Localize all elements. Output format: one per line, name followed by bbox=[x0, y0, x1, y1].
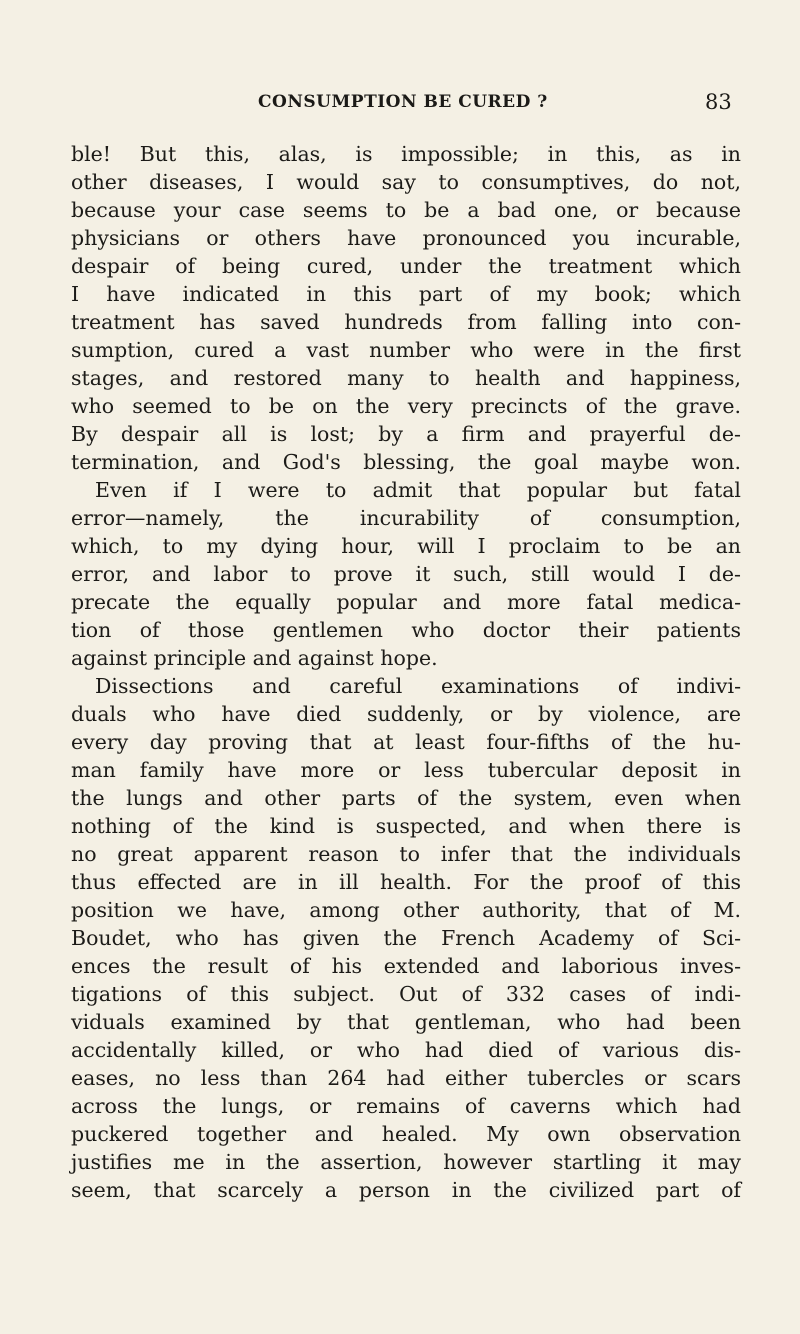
text-line: By despair all is lost; by a firm and prayerful de- bbox=[71, 422, 741, 446]
body-text bbox=[71, 140, 741, 1204]
text-line: I have indicated in this part of my book; which bbox=[71, 282, 741, 306]
text-line: viduals examined by that gentleman, who had been bbox=[71, 1010, 741, 1034]
text-line: tigations of this subject. Out of 332 cases of indi- bbox=[71, 982, 741, 1006]
text-line: no great apparent reason to infer that the individuals bbox=[71, 842, 741, 866]
text-line: sumption, cured a vast number who were in the first bbox=[71, 338, 741, 362]
text-line: position we have, among other authority, that of M. bbox=[71, 898, 741, 922]
text-line: duals who have died suddenly, or by violence, are bbox=[71, 702, 741, 726]
running-head: CONSUMPTION BE CURED ? bbox=[258, 92, 548, 112]
text-line: the lungs and other parts of the system, even when bbox=[71, 786, 741, 810]
text-line: thus effected are in ill health. For the proof of this bbox=[71, 870, 741, 894]
text-line: precate the equally popular and more fatal medica- bbox=[71, 590, 741, 614]
text-line: Dissections and careful examinations of indivi- bbox=[95, 674, 741, 698]
text-line: because your case seems to be a bad one, or because bbox=[71, 198, 741, 222]
text-line: every day proving that at least four-fifths of the hu- bbox=[71, 730, 741, 754]
text-line: termination, and God's blessing, the goal maybe won. bbox=[71, 450, 741, 474]
text-line: other diseases, I would say to consumptives, do not, bbox=[71, 170, 741, 194]
text-line: eases, no less than 264 had either tubercles or scars bbox=[71, 1066, 741, 1090]
text-line: despair of being cured, under the treatment which bbox=[71, 254, 741, 278]
text-line: nothing of the kind is suspected, and when there is bbox=[71, 814, 741, 838]
text-line: error—namely, the incurability of consumption, bbox=[71, 506, 741, 530]
text-line: accidentally killed, or who had died of various dis- bbox=[71, 1038, 741, 1062]
text-line: Boudet, who has given the French Academy of Sci- bbox=[71, 926, 741, 950]
text-line: treatment has saved hundreds from falling into con- bbox=[71, 310, 741, 334]
text-line: against principle and against hope. bbox=[71, 646, 438, 670]
text-line: man family have more or less tubercular deposit in bbox=[71, 758, 741, 782]
text-line: ble! But this, alas, is impossible; in this, as in bbox=[71, 142, 741, 166]
text-line: justifies me in the assertion, however startling it may bbox=[71, 1150, 741, 1174]
text-line: puckered together and healed. My own observation bbox=[71, 1122, 741, 1146]
text-line: tion of those gentlemen who doctor their patients bbox=[71, 618, 741, 642]
text-line: physicians or others have pronounced you incurable, bbox=[71, 226, 741, 250]
text-line: stages, and restored many to health and happiness, bbox=[71, 366, 741, 390]
text-line: seem, that scarcely a person in the civilized part of bbox=[71, 1178, 741, 1202]
text-line: who seemed to be on the very precincts of the grave. bbox=[71, 394, 741, 418]
text-line: which, to my dying hour, will I proclaim to be an bbox=[71, 534, 741, 558]
page-number: 83 bbox=[705, 90, 732, 114]
text-line: across the lungs, or remains of caverns which had bbox=[71, 1094, 741, 1118]
text-line: ences the result of his extended and laborious inves- bbox=[71, 954, 741, 978]
text-line: error, and labor to prove it such, still would I de- bbox=[71, 562, 741, 586]
text-line: Even if I were to admit that popular but fatal bbox=[95, 478, 741, 502]
